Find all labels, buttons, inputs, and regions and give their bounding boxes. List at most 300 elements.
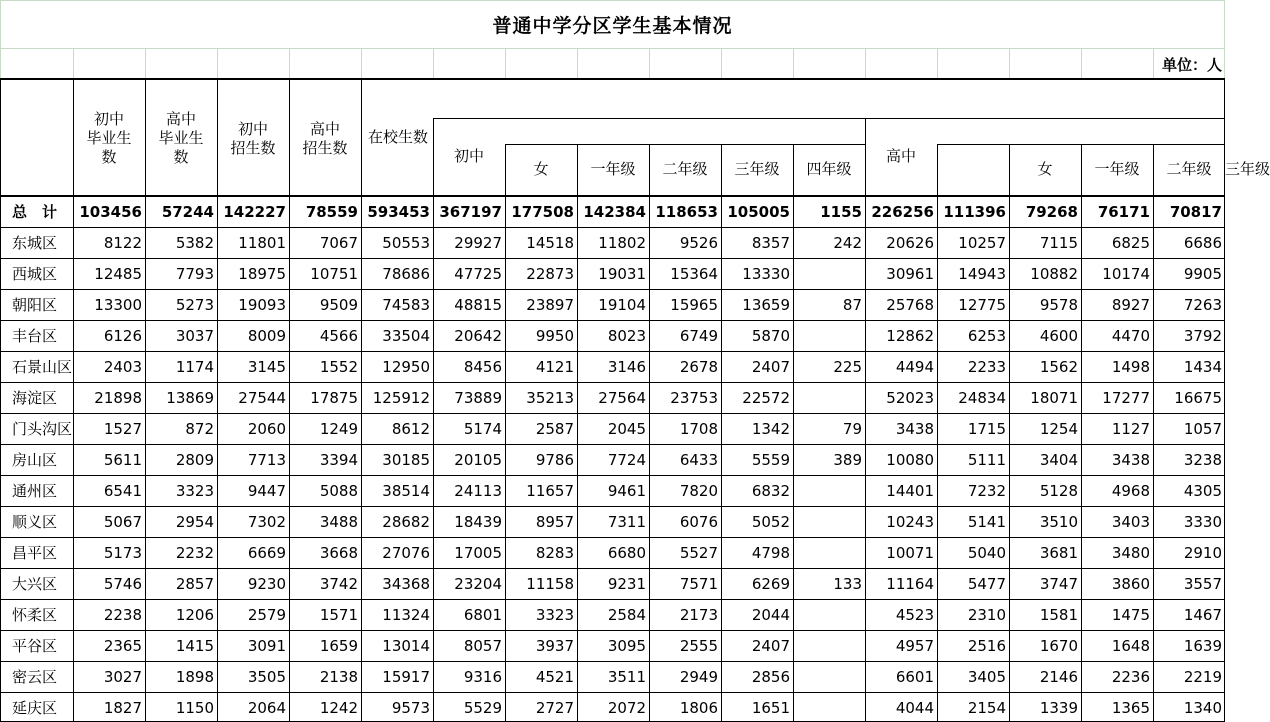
data-cell: 7571 xyxy=(679,575,718,593)
data-cell: 11324 xyxy=(382,606,430,624)
data-cell: 7713 xyxy=(247,451,286,469)
header-junior-grade2: 二年级 xyxy=(662,160,708,178)
data-cell: 1708 xyxy=(679,420,718,438)
total-cell: 226256 xyxy=(871,203,934,221)
data-cell: 1242 xyxy=(319,699,358,717)
data-cell: 24113 xyxy=(454,482,502,500)
data-cell: 3323 xyxy=(535,606,574,624)
header-junior-enroll-line: 招生数 xyxy=(230,139,276,157)
data-cell: 7263 xyxy=(1183,296,1222,314)
data-cell: 5052 xyxy=(751,513,790,531)
data-cell: 73889 xyxy=(454,389,502,407)
data-cell: 1254 xyxy=(1039,420,1078,438)
data-cell: 1415 xyxy=(175,637,214,655)
data-cell: 14401 xyxy=(886,482,934,500)
data-cell: 47725 xyxy=(454,265,502,283)
data-cell: 1715 xyxy=(967,420,1006,438)
data-cell: 2856 xyxy=(751,668,790,686)
data-cell: 10882 xyxy=(1030,265,1078,283)
grid-line xyxy=(73,49,74,78)
data-cell: 14518 xyxy=(526,234,574,252)
total-cell: 111396 xyxy=(943,203,1006,221)
row-border xyxy=(0,227,1225,228)
data-cell: 2232 xyxy=(175,544,214,562)
data-cell: 6269 xyxy=(751,575,790,593)
data-cell: 13300 xyxy=(94,296,142,314)
grid-line xyxy=(361,49,362,78)
data-cell: 3510 xyxy=(1039,513,1078,531)
grid-line xyxy=(865,49,866,78)
data-cell: 2072 xyxy=(607,699,646,717)
data-cell: 9447 xyxy=(247,482,286,500)
data-cell: 20642 xyxy=(454,327,502,345)
data-cell: 87 xyxy=(842,296,862,314)
data-cell: 3323 xyxy=(175,482,214,500)
data-cell: 1639 xyxy=(1183,637,1222,655)
row-border xyxy=(0,351,1225,352)
data-cell: 27564 xyxy=(598,389,646,407)
data-cell: 24834 xyxy=(958,389,1006,407)
data-cell: 3438 xyxy=(1111,451,1150,469)
data-cell: 6680 xyxy=(607,544,646,562)
data-cell: 7311 xyxy=(607,513,646,531)
total-cell: 142227 xyxy=(223,203,286,221)
data-cell: 16675 xyxy=(1174,389,1222,407)
header-senior-grade3: 三年级 xyxy=(1225,160,1270,178)
data-cell: 1365 xyxy=(1111,699,1150,717)
data-cell: 1648 xyxy=(1111,637,1150,655)
data-cell: 8927 xyxy=(1111,296,1150,314)
data-cell: 6832 xyxy=(751,482,790,500)
data-cell: 3860 xyxy=(1111,575,1150,593)
data-cell: 3146 xyxy=(607,358,646,376)
header-senior-grad-line: 数 xyxy=(173,148,189,166)
data-cell: 1342 xyxy=(751,420,790,438)
data-cell: 2310 xyxy=(967,606,1006,624)
data-cell: 2954 xyxy=(175,513,214,531)
data-cell: 2219 xyxy=(1183,668,1222,686)
row-border xyxy=(0,289,1225,290)
data-cell: 11164 xyxy=(886,575,934,593)
data-cell: 50553 xyxy=(382,234,430,252)
data-cell: 125912 xyxy=(372,389,430,407)
data-cell: 2809 xyxy=(175,451,214,469)
data-cell: 11801 xyxy=(238,234,286,252)
data-cell: 28682 xyxy=(382,513,430,531)
data-cell: 9578 xyxy=(1039,296,1078,314)
total-cell: 103456 xyxy=(79,203,142,221)
row-border xyxy=(0,692,1225,693)
data-cell: 7793 xyxy=(175,265,214,283)
data-cell: 1475 xyxy=(1111,606,1150,624)
data-cell: 9573 xyxy=(391,699,430,717)
data-cell: 6749 xyxy=(679,327,718,345)
grid-line xyxy=(937,145,938,195)
data-cell: 9231 xyxy=(607,575,646,593)
data-cell: 3403 xyxy=(1111,513,1150,531)
row-border xyxy=(0,475,1225,476)
grid-line xyxy=(1081,49,1082,78)
grid-line xyxy=(937,49,938,78)
data-cell: 5529 xyxy=(463,699,502,717)
data-cell: 9950 xyxy=(535,327,574,345)
data-cell: 4566 xyxy=(319,327,358,345)
grid-line xyxy=(577,49,578,78)
data-cell: 5040 xyxy=(967,544,1006,562)
data-cell: 5067 xyxy=(103,513,142,531)
data-cell: 2154 xyxy=(967,699,1006,717)
data-cell: 21898 xyxy=(94,389,142,407)
data-cell: 1571 xyxy=(319,606,358,624)
data-cell: 27076 xyxy=(382,544,430,562)
data-cell: 11802 xyxy=(598,234,646,252)
data-cell: 2678 xyxy=(679,358,718,376)
row-border xyxy=(0,258,1225,259)
data-cell: 13659 xyxy=(742,296,790,314)
data-cell: 4521 xyxy=(535,668,574,686)
data-cell: 6076 xyxy=(679,513,718,531)
header-junior-enroll xyxy=(217,120,289,158)
data-cell: 3037 xyxy=(175,327,214,345)
data-cell: 18975 xyxy=(238,265,286,283)
data-cell: 35213 xyxy=(526,389,574,407)
data-cell: 2138 xyxy=(319,668,358,686)
data-cell: 6825 xyxy=(1111,234,1150,252)
data-cell: 1467 xyxy=(1183,606,1222,624)
header-junior-grade1: 一年级 xyxy=(590,160,636,178)
data-cell: 2579 xyxy=(247,606,286,624)
data-cell: 8612 xyxy=(391,420,430,438)
data-cell: 17005 xyxy=(454,544,502,562)
data-cell: 2365 xyxy=(103,637,142,655)
data-cell: 15965 xyxy=(670,296,718,314)
data-cell: 3505 xyxy=(247,668,286,686)
data-cell: 78686 xyxy=(382,265,430,283)
grid-line xyxy=(0,0,1225,1)
data-cell: 12485 xyxy=(94,265,142,283)
header-junior-grade3: 三年级 xyxy=(734,160,780,178)
data-cell: 2045 xyxy=(607,420,646,438)
data-cell: 7724 xyxy=(607,451,646,469)
data-cell: 3681 xyxy=(1039,544,1078,562)
data-cell: 3747 xyxy=(1039,575,1078,593)
data-cell: 1339 xyxy=(1039,699,1078,717)
grid-line xyxy=(433,49,434,78)
data-cell: 8009 xyxy=(247,327,286,345)
data-cell: 1651 xyxy=(751,699,790,717)
data-cell: 5173 xyxy=(103,544,142,562)
district-name: 通州区 xyxy=(12,482,58,500)
data-cell: 1581 xyxy=(1039,606,1078,624)
grid-line xyxy=(649,49,650,78)
total-cell: 105005 xyxy=(727,203,790,221)
data-cell: 872 xyxy=(185,420,214,438)
data-cell: 242 xyxy=(833,234,862,252)
row-border xyxy=(0,413,1225,414)
data-cell: 3238 xyxy=(1183,451,1222,469)
data-cell: 5141 xyxy=(967,513,1006,531)
data-cell: 8057 xyxy=(463,637,502,655)
data-cell: 2173 xyxy=(679,606,718,624)
junior-group-border xyxy=(433,118,865,119)
data-cell: 4957 xyxy=(895,637,934,655)
data-cell: 1527 xyxy=(103,420,142,438)
header-senior-grad-line: 毕业生 xyxy=(158,129,204,147)
data-cell: 34368 xyxy=(382,575,430,593)
data-cell: 27544 xyxy=(238,389,286,407)
total-cell: 78559 xyxy=(305,203,358,221)
district-name: 石景山区 xyxy=(12,358,73,376)
data-cell: 3557 xyxy=(1183,575,1222,593)
data-cell: 4305 xyxy=(1183,482,1222,500)
data-cell: 10243 xyxy=(886,513,934,531)
data-cell: 9526 xyxy=(679,234,718,252)
data-cell: 2236 xyxy=(1111,668,1150,686)
data-cell: 3742 xyxy=(319,575,358,593)
data-cell: 6686 xyxy=(1183,234,1222,252)
district-name: 海淀区 xyxy=(12,389,58,407)
data-cell: 22873 xyxy=(526,265,574,283)
total-label: 总 计 xyxy=(12,203,58,221)
grid-line xyxy=(1224,0,1225,78)
header-senior: 高中 xyxy=(885,147,916,165)
district-name: 密云区 xyxy=(12,668,58,686)
data-cell: 10080 xyxy=(886,451,934,469)
data-cell: 25768 xyxy=(886,296,934,314)
senior-group-border xyxy=(865,118,1225,119)
header-junior-female: 女 xyxy=(533,160,549,178)
data-cell: 10071 xyxy=(886,544,934,562)
header-junior-grad-line: 初中 xyxy=(93,110,124,128)
district-name: 东城区 xyxy=(12,234,58,252)
data-cell: 17277 xyxy=(1102,389,1150,407)
data-cell: 6433 xyxy=(679,451,718,469)
data-cell: 8122 xyxy=(103,234,142,252)
data-cell: 30185 xyxy=(382,451,430,469)
data-cell: 7115 xyxy=(1039,234,1078,252)
district-name: 门头沟区 xyxy=(12,420,73,438)
row-border xyxy=(0,506,1225,507)
data-cell: 6669 xyxy=(247,544,286,562)
data-cell: 5559 xyxy=(751,451,790,469)
data-cell: 3438 xyxy=(895,420,934,438)
data-cell: 20105 xyxy=(454,451,502,469)
grid-line xyxy=(145,49,146,78)
data-cell: 52023 xyxy=(886,389,934,407)
total-cell: 118653 xyxy=(655,203,718,221)
data-cell: 6801 xyxy=(463,606,502,624)
data-cell: 1898 xyxy=(175,668,214,686)
data-cell: 9905 xyxy=(1183,265,1222,283)
data-cell: 29927 xyxy=(454,234,502,252)
header-junior-grad xyxy=(73,110,145,167)
data-cell: 4600 xyxy=(1039,327,1078,345)
data-cell: 4121 xyxy=(535,358,574,376)
data-cell: 12950 xyxy=(382,358,430,376)
row-border xyxy=(0,630,1225,631)
district-name: 丰台区 xyxy=(12,327,58,345)
data-cell: 1806 xyxy=(679,699,718,717)
data-cell: 19093 xyxy=(238,296,286,314)
grid-line xyxy=(289,49,290,78)
district-name: 昌平区 xyxy=(12,544,58,562)
data-cell: 4470 xyxy=(1111,327,1150,345)
data-cell: 2949 xyxy=(679,668,718,686)
header-junior-grade4: 四年级 xyxy=(806,160,852,178)
data-cell: 3792 xyxy=(1183,327,1222,345)
data-cell: 3488 xyxy=(319,513,358,531)
data-cell: 9509 xyxy=(319,296,358,314)
data-cell: 7302 xyxy=(247,513,286,531)
header-junior: 初中 xyxy=(453,147,484,165)
data-cell: 4798 xyxy=(751,544,790,562)
data-cell: 74583 xyxy=(382,296,430,314)
data-cell: 3095 xyxy=(607,637,646,655)
data-cell: 13014 xyxy=(382,637,430,655)
data-cell: 2146 xyxy=(1039,668,1078,686)
data-cell: 5527 xyxy=(679,544,718,562)
data-cell: 3404 xyxy=(1039,451,1078,469)
data-cell: 12775 xyxy=(958,296,1006,314)
data-cell: 1562 xyxy=(1039,358,1078,376)
data-cell: 2584 xyxy=(607,606,646,624)
data-cell: 1552 xyxy=(319,358,358,376)
data-cell: 20626 xyxy=(886,234,934,252)
data-cell: 1150 xyxy=(175,699,214,717)
row-border xyxy=(0,320,1225,321)
data-cell: 23204 xyxy=(454,575,502,593)
row-border xyxy=(0,568,1225,569)
data-cell: 5870 xyxy=(751,327,790,345)
data-cell: 1434 xyxy=(1183,358,1222,376)
header-senior-grad xyxy=(145,110,217,167)
data-cell: 9786 xyxy=(535,451,574,469)
data-cell: 5111 xyxy=(967,451,1006,469)
data-cell: 2233 xyxy=(967,358,1006,376)
data-cell: 19104 xyxy=(598,296,646,314)
data-cell: 2060 xyxy=(247,420,286,438)
grid-line xyxy=(1153,49,1154,78)
data-cell: 2516 xyxy=(967,637,1006,655)
data-cell: 12862 xyxy=(886,327,934,345)
total-cell: 142384 xyxy=(583,203,646,221)
total-cell: 76171 xyxy=(1097,203,1150,221)
total-cell: 177508 xyxy=(511,203,574,221)
data-cell: 8283 xyxy=(535,544,574,562)
district-name: 大兴区 xyxy=(12,575,58,593)
grid-line xyxy=(0,80,1,721)
data-cell: 3091 xyxy=(247,637,286,655)
data-cell: 1127 xyxy=(1111,420,1150,438)
district-name: 朝阳区 xyxy=(12,296,58,314)
row-border xyxy=(0,444,1225,445)
data-cell: 225 xyxy=(833,358,862,376)
district-name: 平谷区 xyxy=(12,637,58,655)
data-cell: 2044 xyxy=(751,606,790,624)
data-cell: 5382 xyxy=(175,234,214,252)
grid-line xyxy=(0,0,1,78)
data-cell: 15917 xyxy=(382,668,430,686)
total-cell: 57244 xyxy=(161,203,214,221)
total-cell: 593453 xyxy=(367,203,430,221)
data-cell: 389 xyxy=(833,451,862,469)
district-name: 西城区 xyxy=(12,265,58,283)
data-cell: 5477 xyxy=(967,575,1006,593)
data-cell: 10257 xyxy=(958,234,1006,252)
data-cell: 11657 xyxy=(526,482,574,500)
header-junior-grad-line: 毕业生 xyxy=(86,129,132,147)
table-top-border xyxy=(0,78,1225,80)
data-cell: 5273 xyxy=(175,296,214,314)
data-cell: 3668 xyxy=(319,544,358,562)
data-cell: 17875 xyxy=(310,389,358,407)
grid-line xyxy=(1009,49,1010,78)
data-cell: 6601 xyxy=(895,668,934,686)
data-cell: 3027 xyxy=(103,668,142,686)
data-cell: 3394 xyxy=(319,451,358,469)
data-cell: 5088 xyxy=(319,482,358,500)
data-cell: 30961 xyxy=(886,265,934,283)
grid-line xyxy=(793,49,794,78)
row-border xyxy=(0,599,1225,600)
district-name: 怀柔区 xyxy=(12,606,58,624)
data-cell: 23753 xyxy=(670,389,718,407)
data-cell: 14943 xyxy=(958,265,1006,283)
data-cell: 1670 xyxy=(1039,637,1078,655)
header-senior-enroll xyxy=(289,120,361,158)
data-cell: 1206 xyxy=(175,606,214,624)
data-cell: 9316 xyxy=(463,668,502,686)
data-cell: 2555 xyxy=(679,637,718,655)
data-cell: 2727 xyxy=(535,699,574,717)
header-junior-enroll-line: 初中 xyxy=(237,120,268,138)
total-cell: 367197 xyxy=(439,203,502,221)
data-cell: 9230 xyxy=(247,575,286,593)
data-cell: 2587 xyxy=(535,420,574,438)
data-cell: 38514 xyxy=(382,482,430,500)
data-cell: 1498 xyxy=(1111,358,1150,376)
data-cell: 3937 xyxy=(535,637,574,655)
data-cell: 2910 xyxy=(1183,544,1222,562)
data-cell: 1249 xyxy=(319,420,358,438)
data-cell: 5611 xyxy=(103,451,142,469)
data-cell: 10751 xyxy=(310,265,358,283)
total-cell: 70817 xyxy=(1169,203,1222,221)
data-cell: 3330 xyxy=(1183,513,1222,531)
data-cell: 1057 xyxy=(1183,420,1222,438)
row-border xyxy=(0,537,1225,538)
junior-sub-border xyxy=(505,144,865,145)
data-cell: 9461 xyxy=(607,482,646,500)
data-cell: 5174 xyxy=(463,420,502,438)
data-cell: 8357 xyxy=(751,234,790,252)
district-name: 延庆区 xyxy=(12,699,58,717)
data-cell: 4968 xyxy=(1111,482,1150,500)
grid-line xyxy=(505,49,506,78)
data-cell: 2857 xyxy=(175,575,214,593)
row-border xyxy=(0,382,1225,383)
data-cell: 33504 xyxy=(382,327,430,345)
data-cell: 3145 xyxy=(247,358,286,376)
header-senior-enroll-line: 招生数 xyxy=(302,139,348,157)
data-cell: 18071 xyxy=(1030,389,1078,407)
data-cell: 4523 xyxy=(895,606,934,624)
data-cell: 1340 xyxy=(1183,699,1222,717)
header-senior-grade1: 一年级 xyxy=(1094,160,1140,178)
header-junior-grad-line: 数 xyxy=(101,148,117,166)
data-cell: 4044 xyxy=(895,699,934,717)
data-cell: 4494 xyxy=(895,358,934,376)
